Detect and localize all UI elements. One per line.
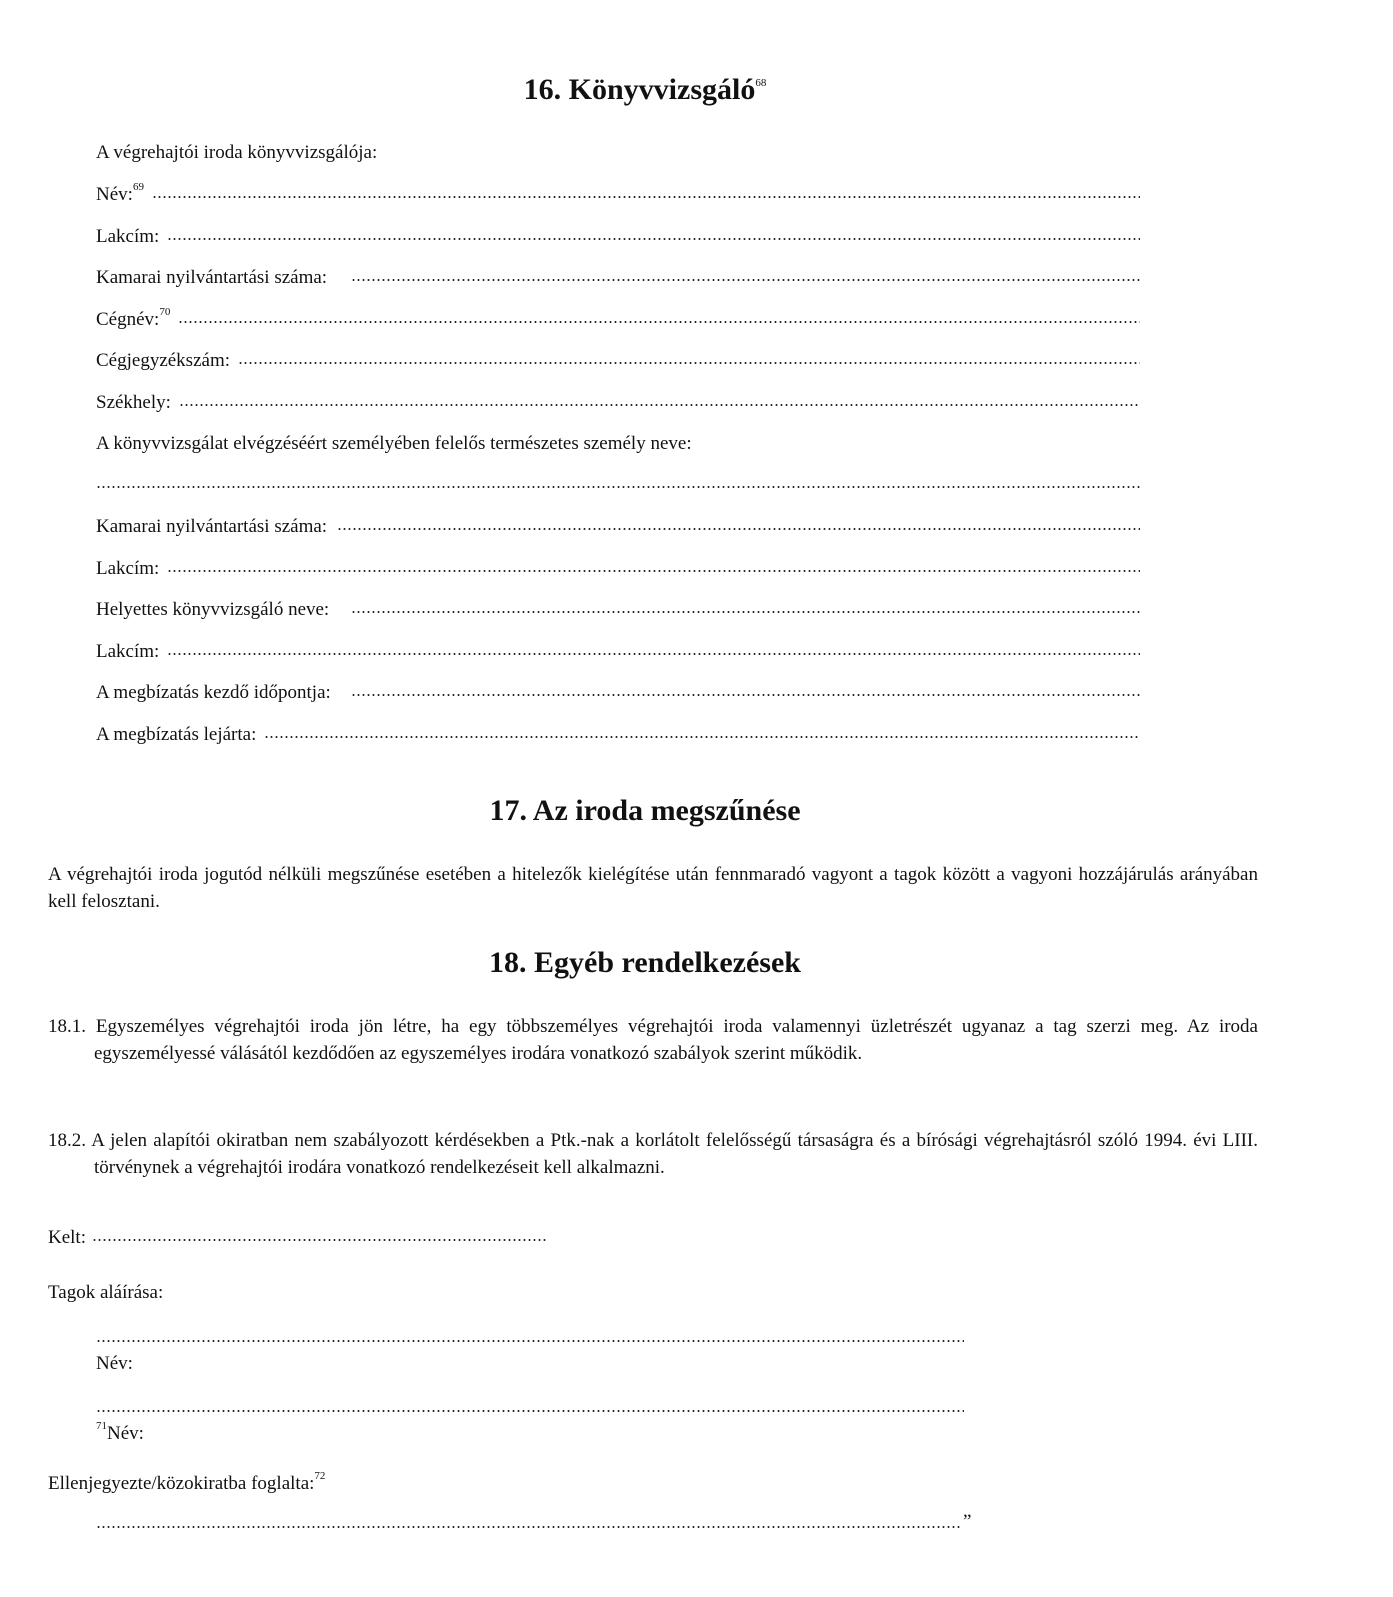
auditor-chamber-number-label: Kamarai nyilvántartási száma: (96, 267, 328, 288)
countersign-fill-line[interactable] (96, 1525, 962, 1529)
company-registration-field[interactable] (96, 349, 1140, 373)
section-18-item-2: 18.2. A jelen alapítói okiratban nem szabályozott kérdésekben a Ptk.-nak a korlátolt felelősségű társaságra és a bírósági végrehajtásról szóló 1994. évi LIII. törvénynek a végrehajtói irodára vonatkozó rendelkezéseit kell alkalmazni. (48, 1130, 1258, 1178)
company-name-field[interactable] (96, 308, 1140, 332)
responsible-person-label: A könyvvizsgálat elvégzéséért személyében felelős természetes személy neve: (96, 433, 692, 454)
seat-field[interactable] (96, 391, 1140, 415)
auditor-intro: A végrehajtói iroda könyvvizsgálója: (96, 142, 378, 163)
signature-line-2[interactable] (96, 1409, 964, 1413)
fill-line (238, 361, 1140, 365)
signature-name-1-label: Név: (96, 1353, 133, 1374)
deputy-address-label: Lakcím: (96, 641, 160, 662)
mandate-expiry-field[interactable] (96, 723, 1140, 747)
responsible-chamber-number-field[interactable] (96, 515, 1140, 539)
section-16-title: 16. Könyvvizsgáló$^{68}$ (523, 73, 767, 106)
fill-line (351, 693, 1140, 697)
mandate-expiry-label: A megbízatás lejárta: (96, 724, 257, 745)
section-18-item-1: 18.1. Egyszemélyes végrehajtói iroda jön létre, ha egy többszemélyes végrehajtói iroda valamennyi üzletrészét ugyanaz a tag szerzi meg. Az iroda egyszemélyessé válásától kezdődően az egyszemélyes irodára vonatkozó szabályok szerint működik. (48, 1016, 1258, 1064)
date-place-field[interactable] (48, 1226, 548, 1250)
seat-label: Székhely: (96, 392, 171, 413)
auditor-name-field[interactable] (96, 183, 1140, 207)
fill-line (92, 1238, 548, 1242)
footnote-ref-68: 68 (755, 77, 767, 89)
footnote-ref-71: 71 (96, 1420, 107, 1432)
fill-line (351, 278, 1140, 282)
fill-line (264, 735, 1140, 739)
company-registration-label: Cégjegyzékszám: (96, 350, 231, 371)
responsible-address-field[interactable] (96, 557, 1140, 581)
mandate-start-label: A megbízatás kezdő időpontja: (96, 682, 331, 703)
footnote-ref-69: 69 (132, 181, 144, 193)
deputy-auditor-name-field[interactable] (96, 598, 1140, 622)
fill-line (167, 652, 1140, 656)
mandate-start-field[interactable] (96, 681, 1140, 705)
fill-line (178, 320, 1140, 324)
closing-quote-mark: ” (963, 1511, 972, 1532)
fill-line (179, 403, 1140, 407)
section-17-title: 17. Az iroda megszűnése (489, 794, 801, 827)
footnote-ref-72: 72 (314, 1470, 326, 1482)
auditor-chamber-number-field[interactable] (96, 266, 1140, 290)
auditor-address-field[interactable] (96, 225, 1140, 249)
fill-line (167, 569, 1140, 573)
fill-line (337, 527, 1140, 531)
section-18-title: 18. Egyéb rendelkezések (489, 946, 801, 979)
auditor-name-label: Név: (96, 184, 133, 205)
footnote-ref-70: 70 (159, 306, 171, 318)
members-signature-label: Tagok aláírása: (48, 1282, 164, 1303)
fill-line (167, 237, 1140, 241)
responsible-chamber-number-label: Kamarai nyilvántartási száma: (96, 516, 328, 537)
deputy-auditor-name-label: Helyettes könyvvizsgáló neve: (96, 599, 330, 620)
date-place-label: Kelt: (48, 1227, 86, 1248)
auditor-address-label: Lakcím: (96, 226, 160, 247)
section-17-text: A végrehajtói iroda jogutód nélküli megszűnése esetében a hitelezők kielégítése után fennmaradó vagyont a tagok között a vagyoni hozzájárulás arányában kell felosztani. (48, 864, 1258, 912)
responsible-address-label: Lakcím: (96, 558, 160, 579)
signature-line-1[interactable] (96, 1339, 964, 1343)
signature-name-2-label: $^{71}$Név: (96, 1420, 144, 1444)
fill-line (152, 195, 1140, 199)
company-name-label: Cégnév: (96, 309, 160, 330)
countersign-label: Ellenjegyezte/közokiratba foglalta:$^{72}$ (48, 1470, 326, 1494)
responsible-person-fill-line[interactable] (96, 485, 1140, 489)
deputy-address-field[interactable] (96, 640, 1140, 664)
fill-line (351, 610, 1140, 614)
